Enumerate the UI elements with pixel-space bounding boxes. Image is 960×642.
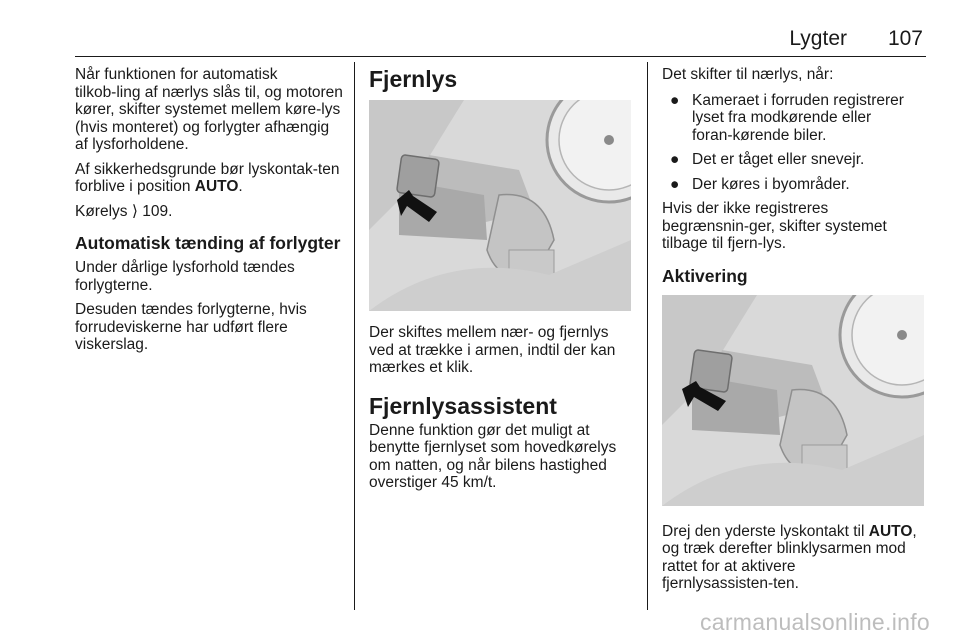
paragraph-low-beam-when: Det skifter til nærlys, når: — [662, 66, 834, 83]
column-1 — [75, 66, 343, 354]
list-item-text: Kameraet i forruden registrerer lyset fra modkørende eller foran‑kørende biler. — [692, 91, 904, 144]
list-item-text: Der køres i byområder. — [692, 175, 850, 193]
condition-list — [662, 92, 930, 194]
lever-illustration — [662, 295, 924, 506]
column-3 — [662, 66, 930, 593]
paragraph-wipers: Desuden tændes forlygterne, hvis forrudeviskerne har udført flere viskerslag. — [75, 301, 307, 353]
paragraph-assist-desc: Denne funktion gør det muligt at benytte fjernlyset som hovedkørelys om natten, og når bilens hastighed overstiger 45 km/t. — [369, 421, 617, 491]
paragraph-safety-end: . — [238, 178, 243, 195]
auto-keyword: AUTO — [868, 522, 913, 540]
heading-high-beam-assist: Fjernlysassistent — [369, 392, 557, 419]
page-number: 107 — [887, 27, 923, 50]
column-divider-1 — [354, 62, 355, 610]
paragraph-low-light: Under dårlige lysforhold tændes forlygterne. — [75, 259, 295, 294]
paragraph-activate-end: , og træk derefter blinklysarmen mod rattet for at aktivere fjernlysassisten‑ten. — [662, 522, 917, 592]
paragraph-safety-text: Af sikkerhedsgrunde bør lyskontak‑ten forblive i position — [75, 160, 340, 195]
bullet-icon: ● — [670, 91, 680, 109]
paragraph-activate-text: Drej den yderste lyskontakt til — [662, 522, 869, 540]
paragraph-auto-intro: Når funktionen for automatisk tilkob‑ling af nærlys slås til, og motoren kører, skifter systemet mellem køre‑lys (hvis monteret) og forlygter afhængig af lysforholdene. — [75, 66, 343, 153]
cross-reference[interactable] — [75, 203, 343, 221]
paragraph-activate-instructions — [662, 523, 930, 593]
column-divider-2 — [647, 62, 648, 610]
auto-keyword: AUTO — [194, 178, 239, 195]
list-item — [662, 176, 930, 194]
heading-auto-headlights: Automatisk tænding af forlygter — [75, 233, 341, 253]
cross-reference-page: 109. — [137, 202, 173, 220]
watermark: carmanualsonline.info — [699, 609, 930, 635]
column-2 — [369, 66, 637, 492]
page-header — [75, 27, 925, 53]
figure-activation-lever — [662, 295, 924, 506]
section-title: Lygter — [789, 27, 847, 50]
cross-reference-label: Kørelys — [75, 202, 132, 220]
list-item-text: Det er tåget eller snevejr. — [692, 151, 865, 168]
bullet-icon: ● — [670, 151, 680, 168]
header-rule — [75, 56, 926, 57]
paragraph-no-restrictions: Hvis der ikke registreres begrænsnin‑ger, skifter systemet tilbage til fjern‑lys. — [662, 200, 887, 252]
paragraph-safety — [75, 161, 343, 196]
reference-arrow-icon: ⟩ — [131, 202, 138, 220]
heading-high-beam: Fjernlys — [369, 66, 458, 92]
bullet-icon: ● — [670, 175, 680, 193]
list-item — [662, 151, 930, 169]
paragraph-switch-beams: Der skiftes mellem nær- og fjernlys ved at trække i armen, indtil der kan mærkes et klik. — [369, 324, 616, 376]
lever-illustration — [369, 100, 631, 311]
heading-activation: Aktivering — [662, 265, 748, 286]
list-item — [662, 92, 930, 145]
figure-high-beam-lever — [369, 100, 631, 311]
